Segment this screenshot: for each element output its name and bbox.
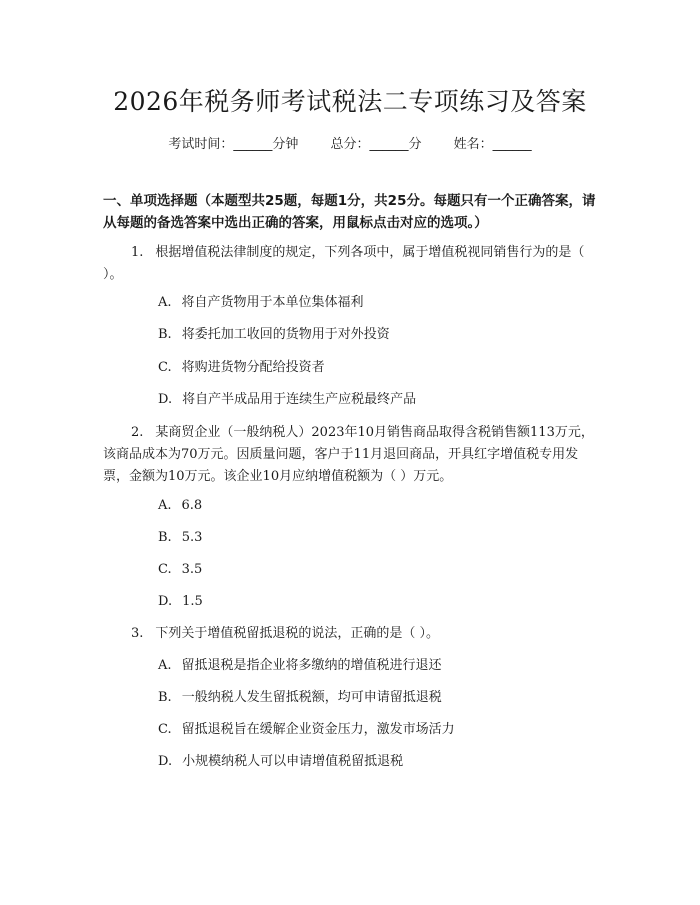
option-letter: B. — [158, 690, 172, 705]
question-number: 1. — [131, 245, 144, 260]
section-heading: 一、单项选择题（本题型共25题，每题1分，共25分。每题只有一个正确答案，请从每题的备选答案中选出正确的答案，用鼠标点击对应的选项。） — [103, 193, 596, 231]
option-text: 留抵退税是指企业将多缴纳的增值税进行退还 — [181, 658, 442, 673]
question-text: 根据增值税法律制度的规定，下列各项中，属于增值税视同销售行为的是（ ）。 — [103, 245, 585, 282]
question-1-option-b[interactable] — [158, 325, 390, 345]
question-number: 3. — [131, 626, 144, 641]
name-field: 姓名：______ — [453, 137, 532, 152]
question-1-option-c[interactable] — [158, 358, 325, 378]
option-letter: A. — [158, 498, 172, 513]
option-letter: A. — [158, 295, 172, 310]
question-2-option-a[interactable] — [158, 496, 202, 516]
document-title: 2026年税务师考试税法二专项练习及答案 — [113, 87, 587, 116]
exam-time-field: 考试时间：______分钟 — [168, 137, 299, 152]
question-3 — [103, 623, 603, 645]
option-letter: C. — [158, 360, 172, 375]
question-text: 下列关于增值税留抵退税的说法，正确的是（ ）。 — [155, 626, 440, 641]
question-2-option-c[interactable] — [158, 560, 202, 580]
option-text: 将购进货物分配给投资者 — [181, 360, 325, 375]
question-2-option-d[interactable] — [158, 592, 203, 612]
option-text: 将自产货物用于本单位集体福利 — [181, 295, 364, 310]
question-3-option-b[interactable] — [158, 688, 442, 708]
option-letter: D. — [158, 754, 173, 769]
question-3-option-c[interactable] — [158, 720, 455, 740]
option-letter: D. — [158, 594, 173, 609]
option-text: 3.5 — [181, 562, 203, 577]
exam-meta-line — [0, 133, 700, 152]
option-letter: B. — [158, 327, 172, 342]
option-text: 将自产半成品用于连续生产应税最终产品 — [182, 392, 417, 407]
option-text: 小规模纳税人可以申请增值税留抵退税 — [182, 754, 404, 769]
option-letter: D. — [158, 392, 173, 407]
option-text: 5.3 — [181, 530, 203, 545]
question-2-option-b[interactable] — [158, 528, 202, 548]
question-text: 某商贸企业（一般纳税人）2023年10月销售商品取得含税销售额113万元，该商品成本为70万元。因质量问题，客户于11月退回商品，开具红字增值税专用发票，金额为10万元。该企业10月应纳增值税额为（ ）万元。 — [103, 425, 594, 484]
option-text: 一般纳税人发生留抵税额，均可申请留抵退税 — [181, 690, 442, 705]
option-letter: C. — [158, 722, 172, 737]
question-number: 2. — [131, 425, 144, 440]
option-letter: B. — [158, 530, 172, 545]
option-text: 将委托加工收回的货物用于对外投资 — [181, 327, 390, 342]
question-3-option-d[interactable] — [158, 752, 403, 772]
option-letter: A. — [158, 658, 172, 673]
question-1 — [103, 242, 603, 286]
option-letter: C. — [158, 562, 172, 577]
option-text: 留抵退税旨在缓解企业资金压力，激发市场活力 — [181, 722, 455, 737]
question-1-option-a[interactable] — [158, 293, 364, 313]
option-text: 1.5 — [182, 594, 203, 609]
option-text: 6.8 — [181, 498, 203, 513]
total-score-field: 总分：______分 — [330, 137, 422, 152]
question-1-option-d[interactable] — [158, 390, 416, 410]
question-3-option-a[interactable] — [158, 656, 442, 676]
question-2 — [103, 422, 603, 488]
